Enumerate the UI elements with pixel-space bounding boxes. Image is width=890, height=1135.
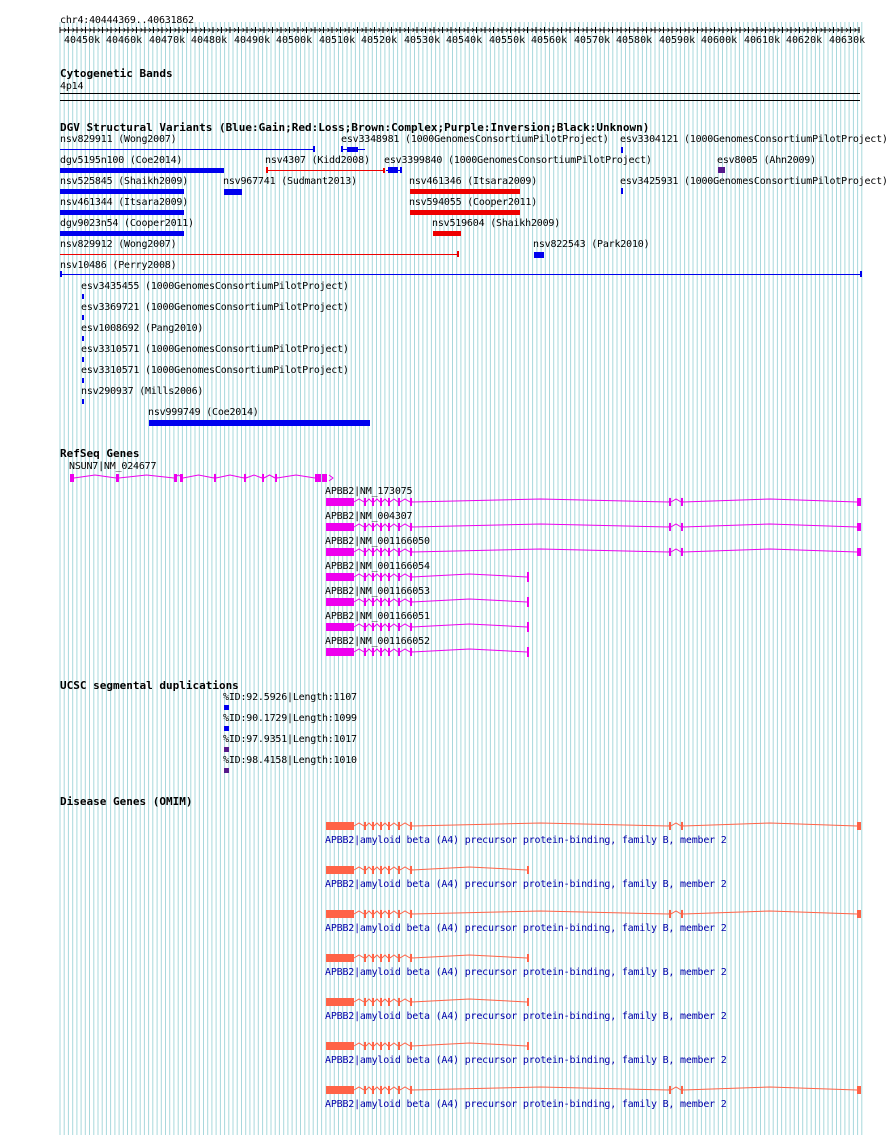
- segdup-track-title: UCSC segmental duplications: [60, 679, 239, 692]
- omim-gene-label: APBB2|amyloid beta (A4) precursor protein-binding, family B, member 2: [325, 835, 727, 846]
- dgv-variant-label: nsv999749 (Coe2014): [148, 407, 259, 418]
- refseq-gene-label: APBB2|NM_001166053: [325, 586, 430, 597]
- refseq-gene-label: APBB2|NM_004307: [325, 511, 413, 522]
- ruler-tick-label: 40620k: [786, 35, 823, 46]
- ruler-tick-label: 40490k: [234, 35, 271, 46]
- ruler-tick-label: 40520k: [361, 35, 398, 46]
- segdup-bar: [224, 768, 229, 773]
- omim-gene-model: [326, 866, 529, 874]
- omim-gene-label: APBB2|amyloid beta (A4) precursor protein-binding, family B, member 2: [325, 923, 727, 934]
- refseq-gene-model: [326, 523, 861, 531]
- dgv-variant-label: esv3348981 (1000GenomesConsortiumPilotProject): [341, 134, 609, 145]
- dgv-variant-label: nsv519604 (Shaikh2009): [432, 218, 561, 229]
- ruler-tick-label: 40550k: [489, 35, 526, 46]
- segdup-bar: [224, 705, 229, 710]
- refseq-gene-model: [326, 622, 529, 632]
- dgv-variant-label: esv3399840 (1000GenomesConsortiumPilotProject): [384, 155, 652, 166]
- refseq-gene-model: [326, 548, 861, 556]
- ruler-tick-label: 40610k: [744, 35, 781, 46]
- dgv-variant-label: nsv967741 (Sudmant2013): [223, 176, 357, 187]
- dgv-variant-label: nsv829912 (Wong2007): [60, 239, 177, 250]
- dgv-variant-label: nsv4307 (Kidd2008): [265, 155, 370, 166]
- segdup-label: %ID:90.1729|Length:1099: [223, 713, 357, 724]
- segdup-bar: [224, 747, 229, 752]
- refseq-track-title: RefSeq Genes: [60, 447, 140, 460]
- omim-gene-model: [326, 998, 529, 1006]
- refseq-gene-label: APBB2|NM_001166050: [325, 536, 430, 547]
- segdup-label: %ID:97.9351|Length:1017: [223, 734, 357, 745]
- dgv-variant-label: nsv829911 (Wong2007): [60, 134, 177, 145]
- dgv-variant-label: esv1008692 (Pang2010): [81, 323, 204, 334]
- dgv-variant-label: esv3369721 (1000GenomesConsortiumPilotProject): [81, 302, 349, 313]
- ruler-tick-label: 40600k: [701, 35, 738, 46]
- refseq-gene-label: NSUN7|NM_024677: [69, 461, 157, 472]
- dgv-track-title: DGV Structural Variants (Blue:Gain;Red:Loss;Brown:Complex;Purple:Inversion;Black:Unknown): [60, 121, 650, 134]
- ruler-tick-label: 40460k: [106, 35, 143, 46]
- dgv-variant-label: nsv822543 (Park2010): [533, 239, 650, 250]
- omim-gene-model: [326, 1086, 861, 1094]
- region-label: chr4:40444369..40631862: [60, 15, 194, 26]
- dgv-variant-label: esv3310571 (1000GenomesConsortiumPilotProject): [81, 344, 349, 355]
- dgv-variant-label: nsv461346 (Itsara2009): [409, 176, 538, 187]
- refseq-gene-label: APBB2|NM_001166052: [325, 636, 430, 647]
- segdup-label: %ID:92.5926|Length:1107: [223, 692, 357, 703]
- refseq-gene-model: [326, 597, 529, 607]
- refseq-gene-label: APBB2|NM_173075: [325, 486, 413, 497]
- cytoband-label: 4p14: [60, 81, 84, 92]
- ruler-tick-label: 40480k: [191, 35, 228, 46]
- omim-gene-model: [326, 954, 529, 962]
- dgv-variant-label: esv3310571 (1000GenomesConsortiumPilotProject): [81, 365, 349, 376]
- refseq-gene-label: APBB2|NM_001166051: [325, 611, 430, 622]
- ruler-tick-label: 40530k: [404, 35, 441, 46]
- dgv-variant-label: nsv594055 (Cooper2011): [409, 197, 538, 208]
- ruler-tick-label: 40560k: [531, 35, 568, 46]
- refseq-gene-model: [326, 647, 529, 657]
- ruler-tick-label: 40450k: [64, 35, 101, 46]
- dgv-variant-label: nsv290937 (Mills2006): [81, 386, 204, 397]
- refseq-gene-label: APBB2|NM_001166054: [325, 561, 430, 572]
- ruler-tick-label: 40540k: [446, 35, 483, 46]
- ruler-tick-label: 40580k: [616, 35, 653, 46]
- omim-gene-label: APBB2|amyloid beta (A4) precursor protein-binding, family B, member 2: [325, 1055, 727, 1066]
- omim-gene-label: APBB2|amyloid beta (A4) precursor protein-binding, family B, member 2: [325, 1011, 727, 1022]
- refseq-gene-model: [326, 498, 861, 506]
- dgv-variant-label: esv8005 (Ahn2009): [717, 155, 816, 166]
- dgv-variant-label: nsv10486 (Perry2008): [60, 260, 177, 271]
- omim-gene-model: [326, 1042, 529, 1050]
- dgv-variant-label: dgv5195n100 (Coe2014): [60, 155, 183, 166]
- dgv-variant-label: nsv525845 (Shaikh2009): [60, 176, 189, 187]
- ruler-tick-label: 40500k: [276, 35, 313, 46]
- segdup-bar: [224, 726, 229, 731]
- omim-gene-model: [326, 910, 861, 918]
- refseq-gene-model: [326, 572, 529, 582]
- dgv-variant-label: dgv9023n54 (Cooper2011): [60, 218, 194, 229]
- dgv-variant-label: esv3304121 (1000GenomesConsortiumPilotProject): [620, 134, 888, 145]
- dgv-variant-label: nsv461344 (Itsara2009): [60, 197, 189, 208]
- ruler-tick-label: 40510k: [319, 35, 356, 46]
- ruler-tick-label: 40630k: [829, 35, 866, 46]
- omim-gene-label: APBB2|amyloid beta (A4) precursor protein-binding, family B, member 2: [325, 967, 727, 978]
- omim-track-title: Disease Genes (OMIM): [60, 795, 193, 808]
- omim-gene-label: APBB2|amyloid beta (A4) precursor protein-binding, family B, member 2: [325, 879, 727, 890]
- ruler-tick-label: 40470k: [149, 35, 186, 46]
- omim-gene-label: APBB2|amyloid beta (A4) precursor protein-binding, family B, member 2: [325, 1099, 727, 1110]
- ruler-tick-label: 40570k: [574, 35, 611, 46]
- ruler-tick-label: 40590k: [659, 35, 696, 46]
- cytoband-track-title: Cytogenetic Bands: [60, 67, 173, 80]
- refseq-gene-model: [70, 474, 333, 482]
- omim-gene-model: [326, 822, 861, 830]
- dgv-variant-label: esv3435455 (1000GenomesConsortiumPilotProject): [81, 281, 349, 292]
- segdup-label: %ID:98.4158|Length:1010: [223, 755, 357, 766]
- dgv-variant-label: esv3425931 (1000GenomesConsortiumPilotProject): [620, 176, 888, 187]
